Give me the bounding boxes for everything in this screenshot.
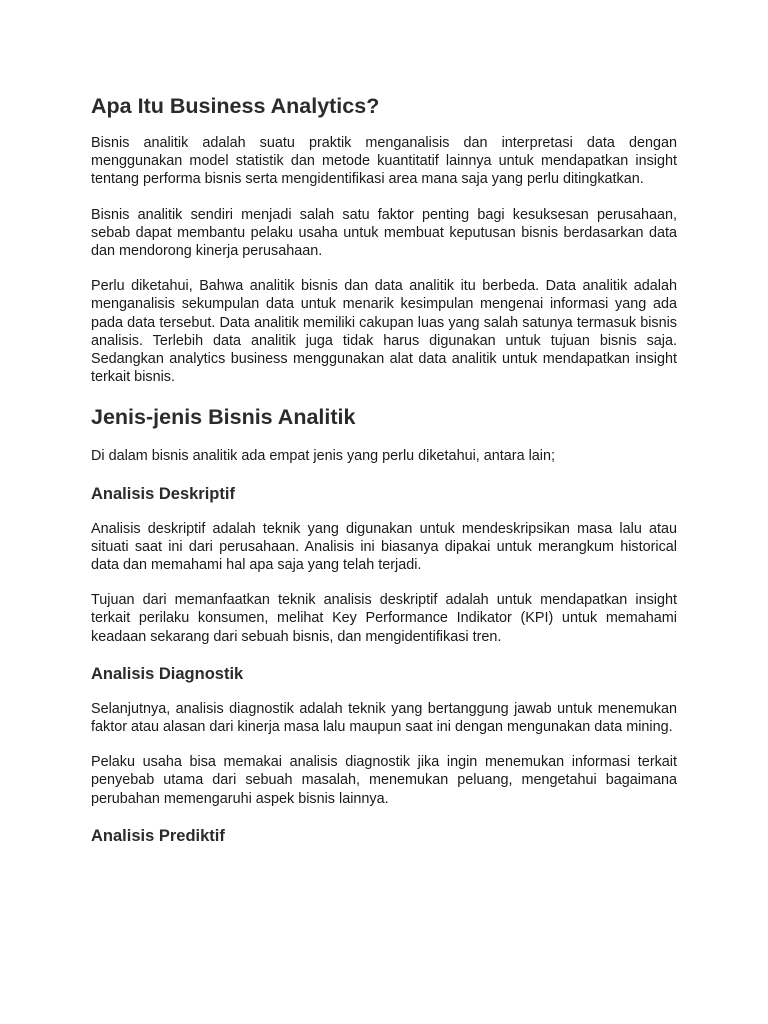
heading-analisis-diagnostik: Analisis Diagnostik	[91, 664, 244, 683]
paragraph-intro-jenis: Di dalam bisnis analitik ada empat jenis yang perlu diketahui, antara lain;	[91, 448, 555, 465]
paragraph-perbedaan-data-analitik: Perlu diketahui, Bahwa analitik bisnis dan data analitik itu berbeda. Data analitik adalah menganalisis sekumpulan data untuk menarik kesimpulan mengenai informasi yang ada pada data tersebut. Data analitik memiliki cakupan luas yang salah satunya termasuk bisnis analisis. Terlebih data analitik juga tidak harus digunakan untuk tujuan bisnis saja. Sedangkan analytics business menggunakan alat data analitik untuk mendapatkan insight terkait bisnis.	[91, 278, 677, 386]
heading-apa-itu-business-analytics: Apa Itu Business Analytics?	[91, 94, 380, 118]
paragraph-diagnostik-penggunaan: Pelaku usaha bisa memakai analisis diagnostik jika ingin menemukan informasi terkait penyebab utama dari sebuah masalah, menemukan peluang, mengetahui bagaimana perubahan memengaruhi aspek bisnis lainnya.	[91, 754, 677, 807]
paragraph-pentingnya-bisnis-analitik: Bisnis analitik sendiri menjadi salah satu faktor penting bagi kesuksesan perusahaan, sebab dapat membantu pelaku usaha untuk membuat keputusan bisnis berdasarkan data dan mendorong kinerja perusahaan.	[91, 206, 677, 260]
heading-analisis-deskriptif: Analisis Deskriptif	[91, 484, 235, 503]
paragraph-deskriptif-definisi: Analisis deskriptif adalah teknik yang digunakan untuk mendeskripsikan masa lalu atau situati saat ini dari perusahaan. Analisis ini biasanya dipakai untuk merangkum historical data dan memahami hal apa saja yang telah terjadi.	[91, 520, 677, 574]
heading-analisis-prediktif: Analisis Prediktif	[91, 826, 225, 845]
paragraph-diagnostik-definisi: Selanjutnya, analisis diagnostik adalah teknik yang bertanggung jawab untuk menemukan faktor atau alasan dari kinerja masa lalu maupun saat ini dengan mengunakan data mining.	[91, 700, 677, 736]
document-page	[91, 92, 677, 862]
paragraph-definisi-bisnis-analitik: Bisnis analitik adalah suatu praktik menganalisis dan interpretasi data dengan menggunakan model statistik dan metode kuantitatif lainnya untuk mendapatkan insight tentang performa bisnis serta mengidentifikasi area mana saja yang perlu ditingkatkan.	[91, 135, 677, 188]
paragraph-deskriptif-tujuan: Tujuan dari memanfaatkan teknik analisis deskriptif adalah untuk mendapatkan insight terkait perilaku konsumen, melihat Key Performance Indikator (KPI) untuk memahami keadaan sekarang dari sebuah bisnis, dan mengidentifikasi tren.	[91, 592, 677, 645]
heading-jenis-jenis-bisnis-analitik: Jenis-jenis Bisnis Analitik	[91, 405, 356, 430]
